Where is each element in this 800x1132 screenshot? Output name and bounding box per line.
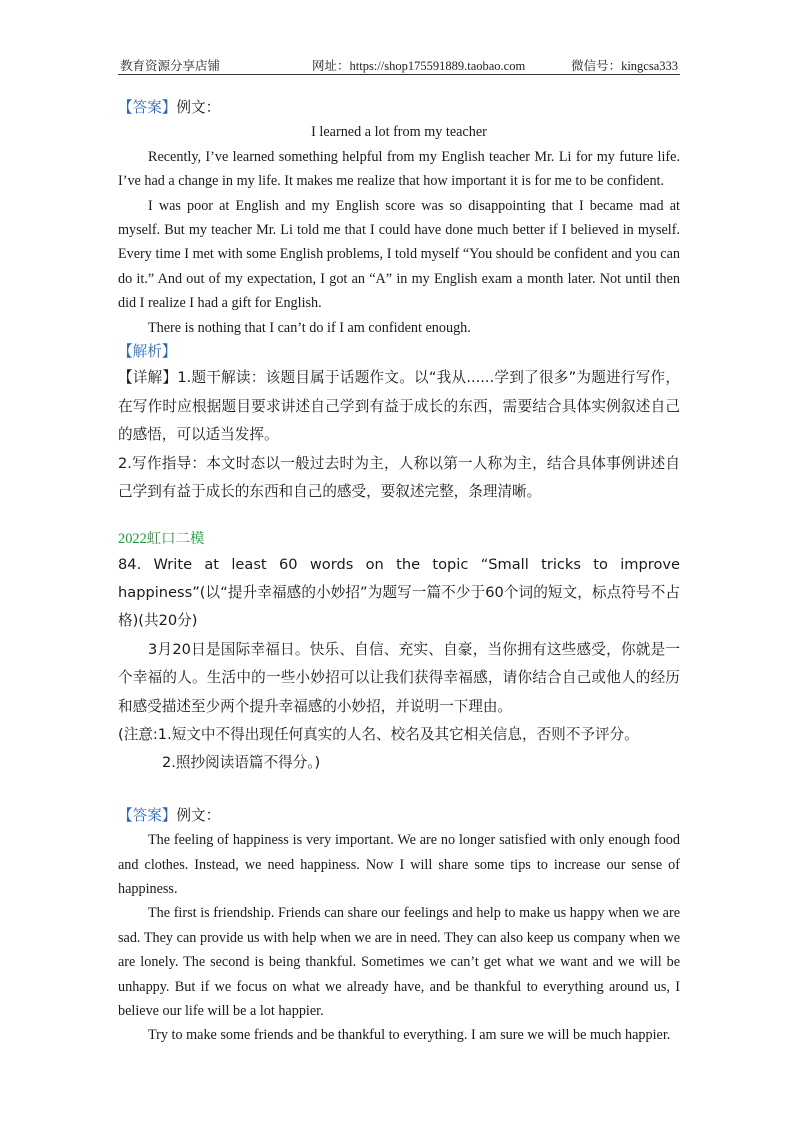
question-text: 84. Write at least 60 words on the topic “Small tricks to improve happiness”(以“提升幸福感的小妙招”为题写一篇不少于60个词的短文，标点符号不占格)(共20分) (118, 555, 680, 630)
answer-tag-2: 【答案】 (118, 806, 177, 824)
note-2: 2.照抄阅读语篇不得分。) (162, 754, 321, 772)
header-wechat: 微信号：kingcsa333 (571, 59, 678, 73)
header-shop-name: 教育资源分享店铺 (120, 59, 221, 73)
answer-line-2 (118, 804, 680, 828)
answer-tag: 【答案】 (118, 99, 177, 116)
essay1-paragraph-3: There is nothing that I can’t do if I am confident enough. (148, 319, 471, 336)
detail-text: 1.题干解读：该题目属于话题作文。以“我从......学到了很多”为题进行写作，在写作时应根据题目要求讲述自己学到有益于成长的东西，需要结合具体实例叙述自己的感悟，可以适当发挥。 (118, 369, 680, 444)
document-body (118, 96, 680, 1048)
page-header (118, 56, 680, 75)
detail-paragraph (118, 364, 680, 449)
detail-tag: 【详解】 (118, 369, 178, 387)
note-1: (注意:1.短文中不得出现任何真实的人名、校名及其它相关信息，否则不予评分。 (118, 725, 639, 743)
answer-label: 例文： (176, 99, 221, 116)
prompt-text: 3月20日是国际幸福日。快乐、自信、充实、自豪，当你拥有这些感受，你就是一个幸福的人。生活中的一些小妙招可以让我们获得幸福感，请你结合自己或他人的经历和感受描述至少两个提升幸福感的小妙招，并说明一下理由。 (118, 640, 680, 715)
essay2-paragraph-1: The feeling of happiness is very important. We are no longer satisfied with only enough food and clothes. Instead, we need happiness. Now I will share some tips to increase our sense of happiness. (118, 832, 680, 897)
header-url: 网址：https://shop175591889.taobao.com (312, 59, 526, 73)
essay-title: I learned a lot from my teacher (311, 124, 487, 141)
answer-line-1 (118, 96, 680, 120)
essay2-paragraph-3: Try to make some friends and be thankful to everything. I am sure we will be much happier. (148, 1027, 671, 1044)
essay2-paragraph-2: The first is friendship. Friends can share our feelings and help to make us happy when we are sad. They can provide us with help when we are in need. They can also keep us company when we are lonely. The second is being thankful. Sometimes we can’t get what we want and we will be unhappy. But if we focus on what we already have, and be thankful to everything around us, I believe our life will be a lot happier. (118, 905, 680, 1019)
analysis-tag: 【解析】 (118, 343, 177, 361)
analysis-line (118, 340, 680, 364)
section-heading: 2022虹口二模 (118, 530, 205, 547)
guide-paragraph: 2.写作指导：本文时态以一般过去时为主，人称以第一人称为主，结合具体事例讲述自己学到有益于成长的东西和自己的感受，要叙述完整，条理清晰。 (118, 454, 680, 501)
essay1-paragraph-1: Recently, I’ve learned something helpful from my English teacher Mr. Li for my future life. I’ve had a change in my life. It makes me realize that how important it is for me to be confident. (118, 148, 680, 190)
essay1-paragraph-2: I was poor at English and my English score was so disappointing that I became mad at myself. But my teacher Mr. Li told me that I could have done much better if I believed in myself. Every time I met with some English problems, I told myself “You should be confident and you can do it.” And out of my expectation, I got an “A” in my English exam a month later. Not until then did I realize I had a gift for English. (118, 197, 680, 312)
answer-label-2: 例文： (176, 806, 221, 824)
